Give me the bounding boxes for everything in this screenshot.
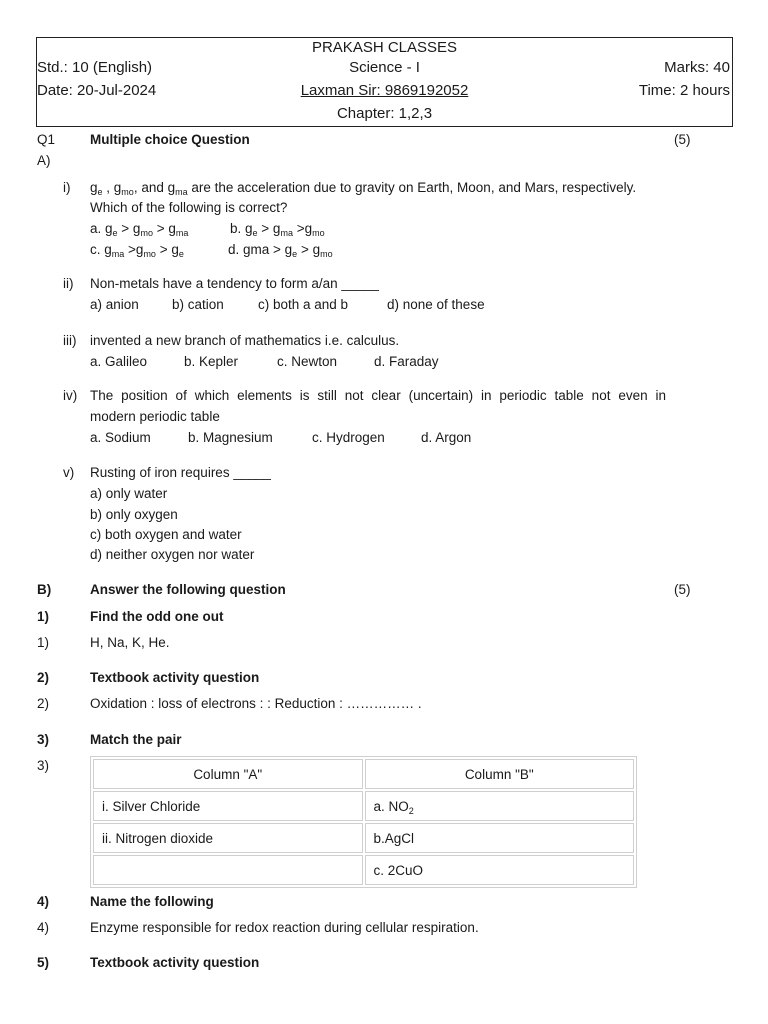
table-row <box>93 823 634 853</box>
b-q4-answer-number: 4) <box>37 920 50 935</box>
b-q4-title: Name the following <box>90 894 214 909</box>
column-b-cell-3: c. 2CuO <box>365 855 635 885</box>
institute-name: PRAKASH CLASSES <box>311 39 458 56</box>
partb-marks: (5) <box>674 582 691 597</box>
q-iv-option-b: b. Magnesium <box>188 430 273 445</box>
b-q1-number: 1) <box>37 609 50 624</box>
q-v-number: v) <box>63 465 75 480</box>
b-q3-title: Match the pair <box>90 732 182 747</box>
column-b-cell-1-text: a. NO <box>373 798 409 814</box>
q-i-line1: $g_e$ , $g_{mo}$, and $g_{ma}$ are the acceleration due to gravity on Earth, Moon, and Mars, respectively. <box>90 180 637 197</box>
q-ii-option-b: b) cation <box>172 297 224 312</box>
header-row-1 <box>37 38 732 58</box>
q-i-option-d: d. gma > $g_e > g_{mo}$ <box>228 242 333 259</box>
match-table <box>90 756 637 888</box>
chapter-label: Chapter: 1,2,3 <box>336 105 433 122</box>
q-iv-text-line2: modern periodic table <box>90 409 220 424</box>
q-ii-number: ii) <box>63 276 74 291</box>
q-i-option-c-text: c. g <box>90 242 112 257</box>
b-q2-answer-number: 2) <box>37 696 50 711</box>
q-v-option-c: c) both oxygen and water <box>90 527 242 542</box>
table-row <box>93 759 634 789</box>
table-row <box>93 791 634 821</box>
marks-label: Marks: 40 <box>664 59 730 76</box>
q-i-option-a-text: a. g <box>90 221 113 236</box>
q-i-line2: Which of the following is correct? <box>90 200 288 215</box>
column-a-cell-1: i. Silver Chloride <box>93 791 363 821</box>
header-box <box>36 37 733 127</box>
q1-number: Q1 <box>37 132 56 147</box>
teacher-contact <box>37 81 732 101</box>
b-q5-title: Textbook activity question <box>90 955 260 970</box>
q-ii-option-c: c) both a and b <box>258 297 349 312</box>
sub-e: e <box>97 187 103 197</box>
q1-marks: (5) <box>674 132 691 147</box>
q-i-line1-text: are the acceleration due to gravity on Earth, Moon, and Mars, respectively. <box>191 180 637 195</box>
q1-part-a: A) <box>37 153 51 168</box>
q-i-option-c: c. $g_{ma} >g_{mo} > g_e$ <box>90 242 184 259</box>
column-a-header: Column "A" <box>93 759 363 789</box>
subject-label: Science - I <box>349 59 420 76</box>
q1-title: Multiple choice Question <box>90 132 250 147</box>
b-q5-number: 5) <box>37 955 50 970</box>
q-iv-number: iv) <box>63 388 78 403</box>
q-iii-number: iii) <box>63 333 77 348</box>
q-v-option-a: a) only water <box>90 486 168 501</box>
b-q1-text: H, Na, K, He. <box>90 635 170 650</box>
std-label: Std.: 10 (English) <box>37 59 153 76</box>
q-v-option-d: d) neither oxygen nor water <box>90 547 255 562</box>
b-q2-title: Textbook activity question <box>90 670 260 685</box>
g-symbol: g <box>90 180 98 195</box>
b-q3-answer-number: 3) <box>37 758 50 773</box>
header-row-3 <box>37 81 732 101</box>
q-i-option-a: a. $g_e > g_{mo} > g_{ma}$ <box>90 221 189 238</box>
q-iv-text-line1: The position of which elements is still not clear (uncertain) in periodic table not even in <box>90 388 666 403</box>
column-b-cell-2: b.AgCl <box>365 823 635 853</box>
partb-title: Answer the following question <box>90 582 286 597</box>
b-q4-number: 4) <box>37 894 50 909</box>
q-ii-text: Non-metals have a tendency to form a/an _____ <box>90 276 379 291</box>
teacher-contact-text: Laxman Sir: 9869192052 <box>300 82 469 99</box>
column-b-cell-1 <box>365 791 635 821</box>
table-row <box>93 855 634 885</box>
q-ii-option-a: a) anion <box>90 297 139 312</box>
q-iv-option-d: d. Argon <box>421 430 472 445</box>
date-label: Date: 20-Jul-2024 <box>37 82 157 99</box>
column-b-header: Column "B" <box>365 759 635 789</box>
column-a-cell-3 <box>93 855 363 885</box>
q-iii-option-c: c. Newton <box>277 354 338 369</box>
q-i-option-b-text: b. g <box>230 221 253 236</box>
q-iii-text: invented a new branch of mathematics i.e. calculus. <box>90 333 400 348</box>
header-row-4 <box>37 104 732 124</box>
b-q1-answer-number: 1) <box>37 635 50 650</box>
q-iii-option-d: d. Faraday <box>374 354 439 369</box>
q-iii-option-a: a. Galileo <box>90 354 148 369</box>
q-iii-option-b: b. Kepler <box>184 354 239 369</box>
b-q1-title: Find the odd one out <box>90 609 224 624</box>
q-ii-option-d: d) none of these <box>387 297 485 312</box>
q-iv-option-c: c. Hydrogen <box>312 430 385 445</box>
b-q3-number: 3) <box>37 732 50 747</box>
b-q2-number: 2) <box>37 670 50 685</box>
q-i-option-d-text: d. gma > g <box>228 242 293 257</box>
q-v-text: Rusting of iron requires _____ <box>90 465 271 480</box>
q-i-number: i) <box>63 180 71 195</box>
column-a-cell-2: ii. Nitrogen dioxide <box>93 823 363 853</box>
sub-mo: mo <box>121 187 134 197</box>
partb-label: B) <box>37 582 52 597</box>
time-label: Time: 2 hours <box>638 82 730 99</box>
sub-ma: ma <box>175 187 188 197</box>
q-i-option-b: b. $g_e > g_{ma} >g_{mo}$ <box>230 221 325 238</box>
q-iv-option-a: a. Sodium <box>90 430 151 445</box>
b-q2-text: Oxidation : loss of electrons : : Reduction : …………… . <box>90 696 422 711</box>
header-row-2 <box>37 58 732 78</box>
column-b-cell-1-sub: 2 <box>408 805 414 816</box>
b-q4-text: Enzyme responsible for redox reaction during cellular respiration. <box>90 920 479 935</box>
q-v-option-b: b) only oxygen <box>90 507 178 522</box>
